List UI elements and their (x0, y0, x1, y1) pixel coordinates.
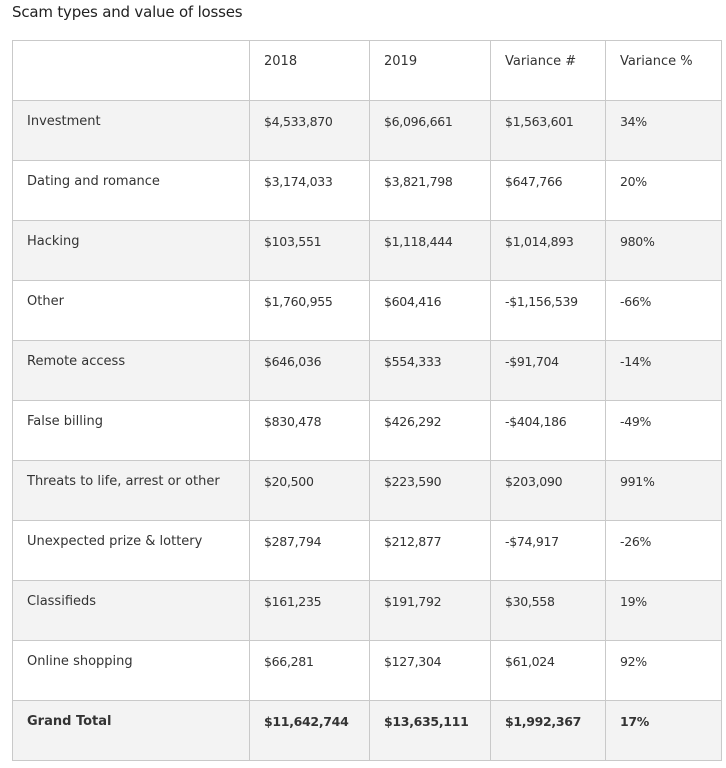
scam-losses-table (12, 40, 722, 761)
variance-number-cell: -$91,704 (491, 341, 606, 401)
table-title: Scam types and value of losses (12, 3, 243, 21)
scam-type-cell: Other (13, 281, 250, 341)
variance-number-cell: -$74,917 (491, 521, 606, 581)
scam-type-cell: Investment (13, 101, 250, 161)
variance-percent-cell: 34% (606, 101, 722, 161)
variance-number-cell: $1,563,601 (491, 101, 606, 161)
table-row (13, 461, 722, 521)
value-2018-cell: $830,478 (250, 401, 370, 461)
value-2018-cell: $11,642,744 (250, 701, 370, 761)
variance-number-cell: $1,992,367 (491, 701, 606, 761)
value-2019-cell: $6,096,661 (370, 101, 491, 161)
header-cell-2019: 2019 (370, 41, 491, 101)
scam-type-cell: Threats to life, arrest or other (13, 461, 250, 521)
variance-number-cell: $61,024 (491, 641, 606, 701)
variance-percent-cell: -49% (606, 401, 722, 461)
scam-type-cell: Dating and romance (13, 161, 250, 221)
table-row (13, 401, 722, 461)
variance-percent-cell: -66% (606, 281, 722, 341)
value-2019-cell: $426,292 (370, 401, 491, 461)
variance-number-cell: $647,766 (491, 161, 606, 221)
scam-type-cell: False billing (13, 401, 250, 461)
variance-percent-cell: -14% (606, 341, 722, 401)
scam-type-cell: Classifieds (13, 581, 250, 641)
variance-percent-cell: 17% (606, 701, 722, 761)
value-2019-cell: $223,590 (370, 461, 491, 521)
value-2018-cell: $1,760,955 (250, 281, 370, 341)
value-2019-cell: $191,792 (370, 581, 491, 641)
value-2018-cell: $161,235 (250, 581, 370, 641)
value-2019-cell: $1,118,444 (370, 221, 491, 281)
table-row (13, 521, 722, 581)
value-2018-cell: $66,281 (250, 641, 370, 701)
variance-percent-cell: 19% (606, 581, 722, 641)
variance-percent-cell: 980% (606, 221, 722, 281)
value-2019-cell: $13,635,111 (370, 701, 491, 761)
scam-type-cell: Unexpected prize & lottery (13, 521, 250, 581)
grand-total-row (13, 701, 722, 761)
value-2019-cell: $554,333 (370, 341, 491, 401)
value-2019-cell: $604,416 (370, 281, 491, 341)
value-2019-cell: $3,821,798 (370, 161, 491, 221)
header-row (13, 41, 722, 101)
value-2018-cell: $4,533,870 (250, 101, 370, 161)
table-row (13, 281, 722, 341)
table-row (13, 161, 722, 221)
table-row (13, 221, 722, 281)
header-cell-type (13, 41, 250, 101)
scam-type-cell: Remote access (13, 341, 250, 401)
scam-type-cell: Grand Total (13, 701, 250, 761)
value-2019-cell: $127,304 (370, 641, 491, 701)
variance-number-cell: $30,558 (491, 581, 606, 641)
table-row (13, 641, 722, 701)
table-row (13, 581, 722, 641)
table-row (13, 101, 722, 161)
variance-number-cell: $203,090 (491, 461, 606, 521)
header-cell-variance-percent: Variance % (606, 41, 722, 101)
variance-percent-cell: -26% (606, 521, 722, 581)
value-2018-cell: $3,174,033 (250, 161, 370, 221)
value-2018-cell: $646,036 (250, 341, 370, 401)
header-cell-variance-number: Variance # (491, 41, 606, 101)
variance-percent-cell: 92% (606, 641, 722, 701)
value-2018-cell: $287,794 (250, 521, 370, 581)
scam-type-cell: Hacking (13, 221, 250, 281)
scam-type-cell: Online shopping (13, 641, 250, 701)
value-2018-cell: $20,500 (250, 461, 370, 521)
header-cell-2018: 2018 (250, 41, 370, 101)
variance-number-cell: $1,014,893 (491, 221, 606, 281)
variance-percent-cell: 991% (606, 461, 722, 521)
variance-number-cell: -$404,186 (491, 401, 606, 461)
variance-percent-cell: 20% (606, 161, 722, 221)
variance-number-cell: -$1,156,539 (491, 281, 606, 341)
table-row (13, 341, 722, 401)
value-2019-cell: $212,877 (370, 521, 491, 581)
value-2018-cell: $103,551 (250, 221, 370, 281)
